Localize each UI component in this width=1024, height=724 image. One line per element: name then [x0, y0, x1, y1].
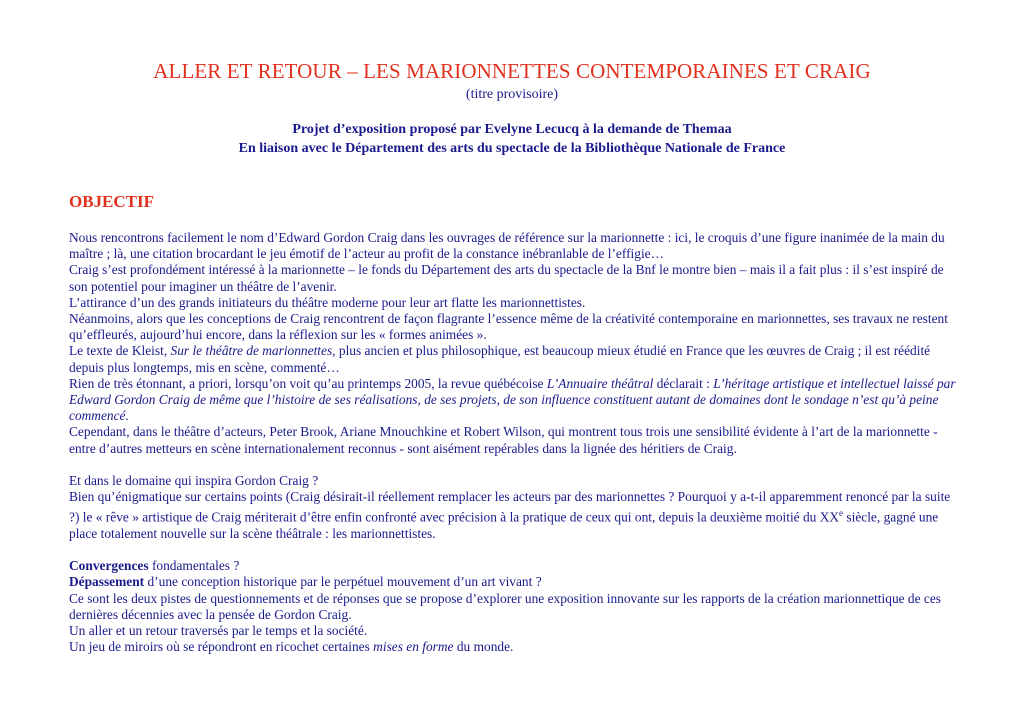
- paragraph: [69, 376, 959, 425]
- paragraph: Et dans le domaine qui inspira Gordon Craig ?: [69, 472, 319, 488]
- document-body: [69, 230, 959, 655]
- bold-term: Dépassement: [69, 574, 145, 590]
- document-title: ALLER ET RETOUR – LES MARIONNETTES CONTEMPORAINES ET CRAIG: [153, 59, 871, 83]
- paragraph: Nous rencontrons facilement le nom d’Edward Gordon Craig dans les ouvrages de référence sur la marionnette : ici, le croquis d’une figure inanimée de la main du maître ; là, une citation brocardant le jeu émotif de l’acteur au profit de la constance inébranlable de l’effigie…: [69, 230, 945, 262]
- paragraph: Un aller et un retour traversés par le temps et la société.: [69, 622, 368, 638]
- text-run: Le texte de Kleist,: [69, 343, 171, 359]
- text-run: Rien de très étonnant, a priori, lorsqu’on voit qu’au printemps 2005, la revue québécoise: [69, 375, 547, 391]
- text-run: fondamentales ?: [148, 558, 240, 574]
- paragraph: Craig s’est profondément intéressé à la marionnette – le fonds du Département des arts du spectacle de la Bnf le montre bien – mais il a fait plus : il s’est inspiré de son potentiel pour imaginer un théâtre de l’avenir.: [69, 262, 944, 294]
- project-description: [0, 120, 1024, 158]
- text-run: Bien qu’énigmatique sur certains points (Craig désirait-il réellement remplacer les acteurs par des marionnettes ? Pourquoi y a-t-il apparemment renoncé par la suite ?) le « rêve » artistique de Craig mériterait d’être enfin confronté avec précision à la pratique de ceux qui ont, depuis la deuxième moitié du XX: [69, 489, 951, 525]
- paragraph: Ce sont les deux pistes de questionnements et de réponses que se propose d’explorer une exposition innovante sur les rapports de la création marionnettique de ces dernières décennies avec la pensée de Gordon Craig.: [69, 590, 942, 622]
- text-run: d’une conception historique par le perpétuel mouvement d’un art vivant ?: [144, 574, 542, 590]
- paragraph: L’attirance d’un des grands initiateurs du théâtre moderne pour leur art flatte les marionnettistes.: [69, 294, 586, 310]
- section-heading: OBJECTIF: [69, 192, 155, 211]
- text-run: Un jeu de miroirs où se répondront en ricochet certaines: [69, 639, 374, 655]
- paragraph: Néanmoins, alors que les conceptions de Craig rencontrent de façon flagrante l’essence même de la créativité contemporaine en marionnettes, ses travaux ne restent qu’effleurés, aujourd’hui encore, dans la réflexion sur les « formes animées ».: [69, 311, 948, 343]
- text-run: , plus ancien et plus philosophique, est beaucoup mieux étudié en France que les œuvres de Craig ; il est réédité depuis plus longtemps, mis en scène, commenté…: [69, 343, 931, 375]
- paragraph: [69, 574, 959, 590]
- text-run: du monde.: [453, 639, 514, 655]
- italic-title: L’Annuaire théâtral: [546, 375, 654, 391]
- paragraph: [69, 343, 959, 375]
- bold-term: Convergences: [69, 558, 149, 574]
- text-run: siècle, gagné une place totalement nouvelle sur la scène théâtrale : les marionnettistes.: [69, 509, 939, 541]
- italic-title: Sur le théâtre de marionnettes: [170, 343, 333, 359]
- italic-phrase: mises en forme: [373, 639, 454, 655]
- paragraph: [69, 639, 959, 655]
- paragraph-gap: [69, 542, 959, 558]
- superscript: e: [839, 508, 844, 519]
- paragraph-gap: [69, 457, 959, 473]
- paragraph: [69, 558, 959, 574]
- project-line-2: En liaison avec le Département des arts du spectacle de la Bibliothèque Nationale de France: [238, 141, 786, 156]
- text-run: déclarait :: [653, 375, 714, 391]
- project-line-1: Projet d’exposition proposé par Evelyne Lecucq à la demande de Themaa: [292, 122, 732, 137]
- paragraph: [69, 489, 959, 542]
- document-subtitle: (titre provisoire): [465, 87, 559, 102]
- paragraph: Cependant, dans le théâtre d’acteurs, Peter Brook, Ariane Mnouchkine et Robert Wilson, qui montrent tous trois une sensibilité évidente à l’art de la marionnette - entre d’autres metteurs en scène internationalement reconnus - sont aisément repérables dans la lignée des héritiers de Craig.: [69, 424, 938, 456]
- italic-quote: L’héritage artistique et intellectuel laissé par Edward Gordon Craig de même que l’histoire de ses réalisations, de ses projets, de son influence constituent autant de domaines dont le sondage n’est qu’à peine commencé.: [69, 375, 956, 424]
